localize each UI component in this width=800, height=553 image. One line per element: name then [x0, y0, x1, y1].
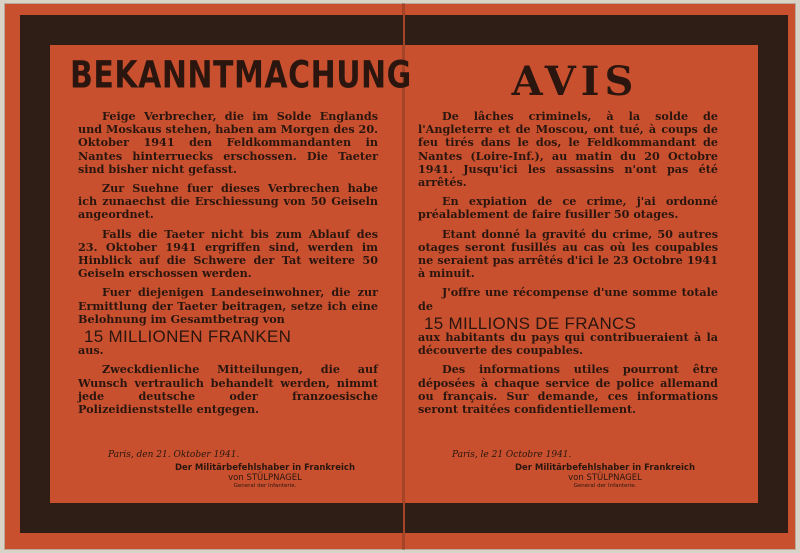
german-paragraph-1: Feige Verbrecher, die im Solde Englands und Moskaus stehen, haben am Morgen des 20. Oktober 1941 den Feldkommandanten in Nantes hinterruecks erschossen. Die Taeter sind bisher nicht gefasst.	[78, 109, 378, 176]
french-paragraph-4b: aux habitants du pays qui contribueraient à la découverte des coupables.	[418, 330, 718, 358]
french-paragraph-5: Des informations utiles pourront être déposées à chaque service de police allemand ou français. Sur demande, ces informations seront traitées confidentiellement.	[418, 362, 718, 417]
german-paragraph-3: Falls die Taeter nicht bis zum Ablauf des 23. Oktober 1941 ergriffen sind, werden im Hinblick auf die Schwere der Tat weitere 50 Geiseln erschossen werden.	[78, 226, 378, 281]
french-paragraph-4: J'offre une récompense d'une somme totale de	[418, 285, 718, 313]
german-date: Paris, den 21. Oktober 1941.	[108, 450, 240, 460]
french-paragraph-2: En expiation de ce crime, j'ai ordonné préalablement de faire fusiller 50 otages.	[418, 194, 718, 222]
french-title: AVIS	[511, 58, 639, 105]
german-text-column	[78, 110, 378, 416]
german-reward-amount: 15 MILLIONEN FRANKEN	[84, 327, 292, 347]
french-signature-title: Der Militärbefehlshaber in Frankreich	[514, 463, 696, 473]
french-text-column	[418, 110, 718, 416]
german-signature	[150, 463, 380, 489]
french-paragraph-1: De lâches criminels, à la solde de l'Angleterre et de Moscou, ont tué, à coups de feu tirés dans le dos, le Feldkommandant de Nantes (Loire-Inf.), au matin du 20 Octobre 1941. Jusqu'ici les assassins n'ont pas été arrêtés.	[418, 109, 718, 190]
german-paragraph-4: Fuer diejenigen Landeseinwohner, die zur Ermittlung der Taeter beitragen, setze ich eine Belohnung im Gesamtbetrag von	[78, 285, 378, 326]
german-paragraph-4b: aus.	[78, 343, 104, 358]
german-title: BEKANNTMACHUNG	[70, 53, 412, 98]
german-signature-name: von STÜLPNAGEL	[228, 473, 302, 483]
german-signature-title: Der Militärbefehlshaber in Frankreich	[174, 463, 356, 473]
german-paragraph-5: Zweckdienliche Mitteilungen, die auf Wunsch vertraulich behandelt werden, nimmt jede deutsche oder franzoesische Polizeidienststelle entgegen.	[78, 362, 378, 417]
french-signature-rank: General der Infanterie.	[573, 483, 637, 489]
french-reward-amount: 15 MILLIONS DE FRANCS	[424, 313, 637, 333]
french-signature	[490, 463, 720, 489]
french-date: Paris, le 21 Octobre 1941.	[452, 450, 572, 460]
german-signature-rank: General der Infanterie.	[233, 483, 297, 489]
french-paragraph-3: Etant donné la gravité du crime, 50 autres otages seront fusillés au cas où les coupables ne seraient pas arrêtés d'ici le 23 Octobre 1941 à minuit.	[418, 226, 718, 281]
german-paragraph-2: Zur Suehne fuer dieses Verbrechen habe ich zunaechst die Erschiessung von 50 Geiseln angeordnet.	[78, 181, 378, 222]
french-signature-name: von STÜLPNAGEL	[568, 473, 642, 483]
